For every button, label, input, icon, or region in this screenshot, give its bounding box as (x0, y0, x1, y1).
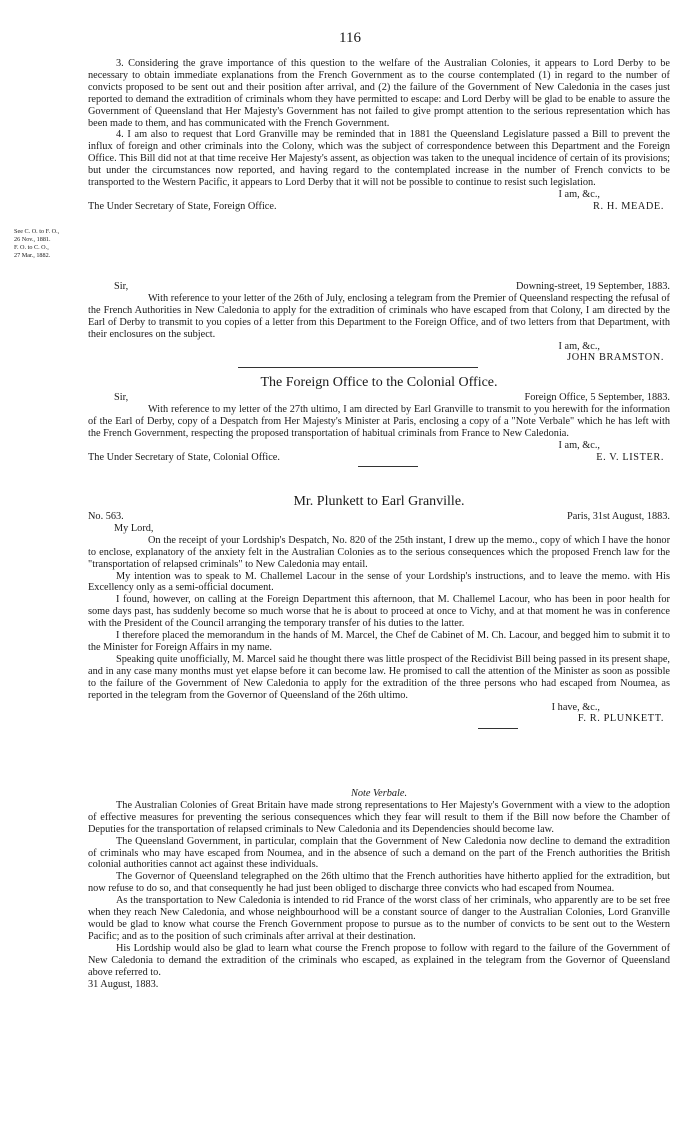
letter-body: With reference to my letter of the 27th ultimo, I am directed by Earl Granville to transmit to you herewith for the information of the Earl of Derby, copy of a Despatch from Her Majesty's Minister at Paris, enclosing a copy of a "Note Verbale" which he has left with the French Government, respecting the proposed transportation of habitual criminals from France to New Caledonia. (88, 403, 670, 439)
paragraph: The Australian Colonies of Great Britain have made strong representations to Her Majesty's Government with a view to the adoption of effective measures for preventing the serious consequences which they fear will result to them if the Bill now before the Chamber of Deputies for the transportation of relapsed criminals to New Caledonia and its Dependencies should become law. (88, 799, 670, 835)
signature: F. R. PLUNKETT. (577, 713, 664, 725)
note-verbale-title: Note Verbale. (350, 788, 408, 799)
margin-note (14, 228, 96, 260)
salutation-date-row (88, 392, 670, 404)
salutation: My Lord, (114, 522, 154, 534)
section-divider (238, 367, 478, 368)
paragraph: The Queensland Government, in particular, complain that the Government of New Caledonia now decline to demand the extradition of criminals who may have escaped from Noumea, and in the absence of such a demand on the part of the French authorities the British colonial authorities cannot act against these individuals. (88, 835, 670, 871)
section-divider (358, 466, 418, 467)
paragraph: I therefore placed the memorandum in the hands of M. Marcel, the Chef de Cabinet of M. Ch. Lacour, and begged him to submit it to the Minister for Foreign Affairs in my name. (88, 630, 670, 653)
letter-plunkett (88, 493, 670, 732)
place-date: Downing-street, 19 September, 1883. (515, 281, 670, 292)
salutation-date-row (88, 281, 670, 293)
signature: R. H. MEADE. (593, 200, 664, 212)
margin-note-line: 26 Nov., 1881. (14, 236, 51, 243)
paragraph: His Lordship would also be glad to learn what course the French propose to follow with regard to the failure of the Government of New Caledonia to demand the extradition of the criminals who escaped, as explained in the telegram from the Governor of Queensland above referred to. (88, 942, 670, 978)
paragraph: The Governor of Queensland telegraphed on the 26th ultimo that the French authorities have hitherto applied for the extradition, but now refuse to do so, and that consequently he had just been obliged to discharge three convicts who had escaped from Noumea. (88, 871, 670, 895)
section-divider (478, 728, 518, 729)
despatch-number: No. 563. (88, 511, 124, 522)
signature: E. V. LISTER. (596, 451, 664, 463)
section-heading: The Foreign Office to the Colonial Office. (260, 375, 498, 390)
paragraph-3: 3. Considering the grave importance of this question to the welfare of the Australian Colonies, it appears to Lord Derby to be necessary to obtain immediate explanations from the French Government as to the course contemplated (1) in regard to the number of convicts proposed to be sent out and their position after arrival, and (2) the failure of the Government of New Caledonia in the cases just reported to demand the extradition of criminals whom they have permitted to escape: and Lord Derby will be glad to be enable to assure the Government of Queensland that Her Majesty's Government has not failed to give prompt attention to the serious representation which has been made to them, and has communicated with the French Government. (88, 58, 670, 129)
place-date: Foreign Office, 5 September, 1883. (524, 392, 670, 403)
paragraph: Speaking quite unofficially, M. Marcel said he thought there was little prospect of the Recidivist Bill being passed in its present shape, and in any case many months must yet elapse before it can become law. He promised to call the attention of the Minister as soon as possible to the failure of the Government of New Caledonia to apply for the extradition of the three persons who had escaped from Noumea, as reported in the telegram from the Governor of Queensland of the 26th ultimo. (88, 653, 670, 701)
paragraph: On the receipt of your Lordship's Despatch, No. 820 of the 25th instant, I drew up the memo., copy of which I have the honor to enclose, explanatory of the anxiety felt in the Australian Colonies as to the serious consequences which the proposed French law for the "transportation of relapsed criminals" to New Caledonia may entail. (88, 534, 670, 570)
paragraph-4: 4. I am also to request that Lord Granville may be reminded that in 1881 the Queensland Legislature passed a Bill to prevent the influx of foreign and other criminals into the Colony, which was the subject of correspondence between this Department and the Foreign Office. This Bill did not at that time receive Her Majesty's assent, as objection was taken to the unequal incidence of certain of its provisions; but under the circumstances now reported, and having regard to the contemplated increase in the number of French convicts to be transported to the Western Pacific, it appears to Lord Derby that it will not be possible to continue to resist such legislation. (88, 129, 670, 189)
place-date: Paris, 31st August, 1883. (567, 511, 670, 522)
addressee-signature-row (88, 452, 670, 464)
letter-body: With reference to your letter of the 26th of July, enclosing a telegram from the Premier of Queensland respecting the refusal of the French Authorities in New Caledonia to apply for the extradition of criminals who have escaped from that Colony, I am directed by the Earl of Derby to transmit to you copies of a letter from this Department to the Foreign Office, and of two letters from that Department, with their enclosures on the subject. (88, 292, 670, 340)
paragraph: As the transportation to New Caledonia is intended to rid France of the worst class of her criminals, who apparently are to be set free when they reach New Caledonia, and whose neighbourhood will be a constant source of danger to the Australian Colonies, Lord Granville would be glad to know what course the French Government propose to pursue as to the number of convicts to be sent out to the Western Pacific; and as to the position of such criminals after arrival at their destination. (88, 895, 670, 942)
signature: JOHN BRAMSTON. (567, 352, 664, 364)
number-date-row (88, 511, 670, 523)
letter-colonial-to-foreign (88, 58, 670, 213)
closing: I am, &c., (558, 340, 600, 352)
section-heading: Mr. Plunkett to Earl Granville. (293, 494, 465, 509)
paragraph: My intention was to speak to M. Challemel Lacour in the sense of your Lordship's instructions, and to leave the memo. with His Excellency only as a semi-official document. (88, 570, 670, 594)
letter-bramston (88, 281, 670, 371)
addressee: The Under Secretary of State, Foreign Office. (88, 200, 277, 212)
margin-note-line: F. O. to C. O., (14, 244, 49, 251)
page-number: 116 (339, 30, 361, 46)
closing: I am, &c., (558, 439, 600, 451)
closing: I have, &c., (551, 701, 600, 713)
closing: I am, &c., (558, 188, 600, 200)
salutation: Sir, (114, 392, 129, 403)
note-date: 31 August, 1883. (88, 978, 159, 990)
salutation: Sir, (114, 281, 129, 292)
paragraph: I found, however, on calling at the Foreign Department this afternoon, that M. Challemel Lacour, who has been in poor health for some days past, has suddenly become so much worse that he is about to proceed at once to Vichy, and at that moment he was in conference with the President of the Council arranging the temporary transfer of his duties to the latter. (88, 594, 670, 630)
addressee-signature-row (88, 201, 670, 213)
margin-note-line: See C. O. to F. O., (14, 228, 60, 235)
note-verbale (88, 788, 670, 990)
addressee: The Under Secretary of State, Colonial Office. (88, 451, 280, 463)
margin-note-line: 27 Mar., 1882. (14, 252, 51, 259)
letter-foreign-to-colonial (88, 374, 670, 470)
